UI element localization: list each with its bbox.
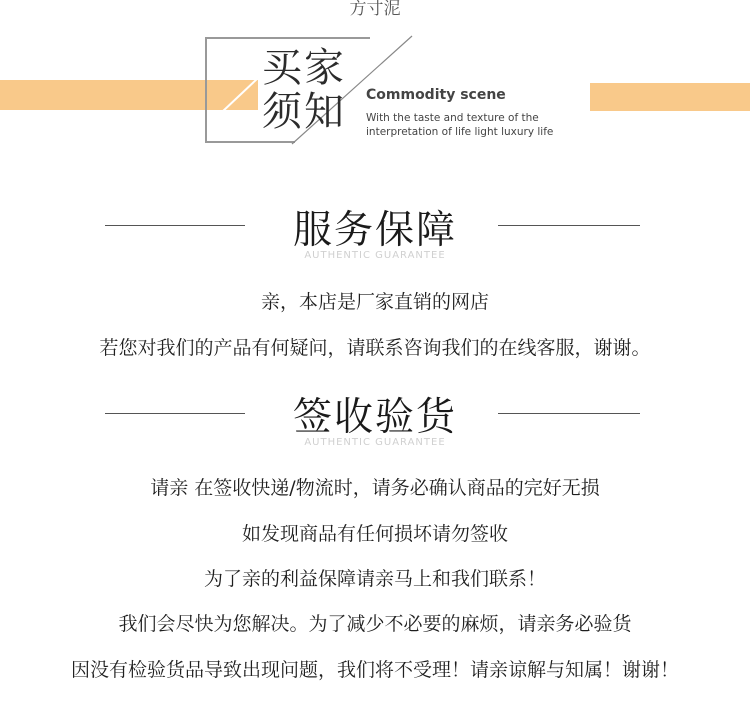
title-line-2: 须知 <box>262 89 346 135</box>
inspection-section-subtitle: AUTHENTIC GUARANTEE <box>304 437 446 448</box>
scene-desc-line-2: interpretation of life light luxury life <box>366 126 554 138</box>
service-line-2: 若您对我们的产品有何疑问，请联系咨询我们的在线客服，谢谢。 <box>99 337 651 359</box>
buyer-notice-title <box>262 46 372 134</box>
service-line-1: 亲，本店是厂家直销的网店 <box>260 291 489 313</box>
inspection-line-4: 我们会尽快为您解决。为了减少不必要的麻烦，请亲务必验货 <box>118 613 632 635</box>
inspection-line-1: 请亲 在签收快递/物流时，请务必确认商品的完好无损 <box>150 477 600 499</box>
inspection-line-3: 为了亲的利益保障请亲马上和我们联系！ <box>203 568 546 590</box>
service-section-title: 服务保障 <box>292 208 457 253</box>
service-section-subtitle: AUTHENTIC GUARANTEE <box>304 250 446 261</box>
title-line-1: 买家 <box>262 45 346 91</box>
scene-title: Commodity scene <box>366 87 506 103</box>
inspection-line-5: 因没有检验货品导致出现问题，我们将不受理！请亲谅解与知属！谢谢！ <box>70 659 679 681</box>
scene-desc-line-1: With the taste and texture of the <box>366 112 539 124</box>
inspection-line-2: 如发现商品有任何损坏请勿签收 <box>241 523 508 545</box>
inspection-section-title: 签收验货 <box>292 395 457 440</box>
scene-description <box>366 111 553 139</box>
brand-name: 方寸泥 <box>349 0 401 19</box>
